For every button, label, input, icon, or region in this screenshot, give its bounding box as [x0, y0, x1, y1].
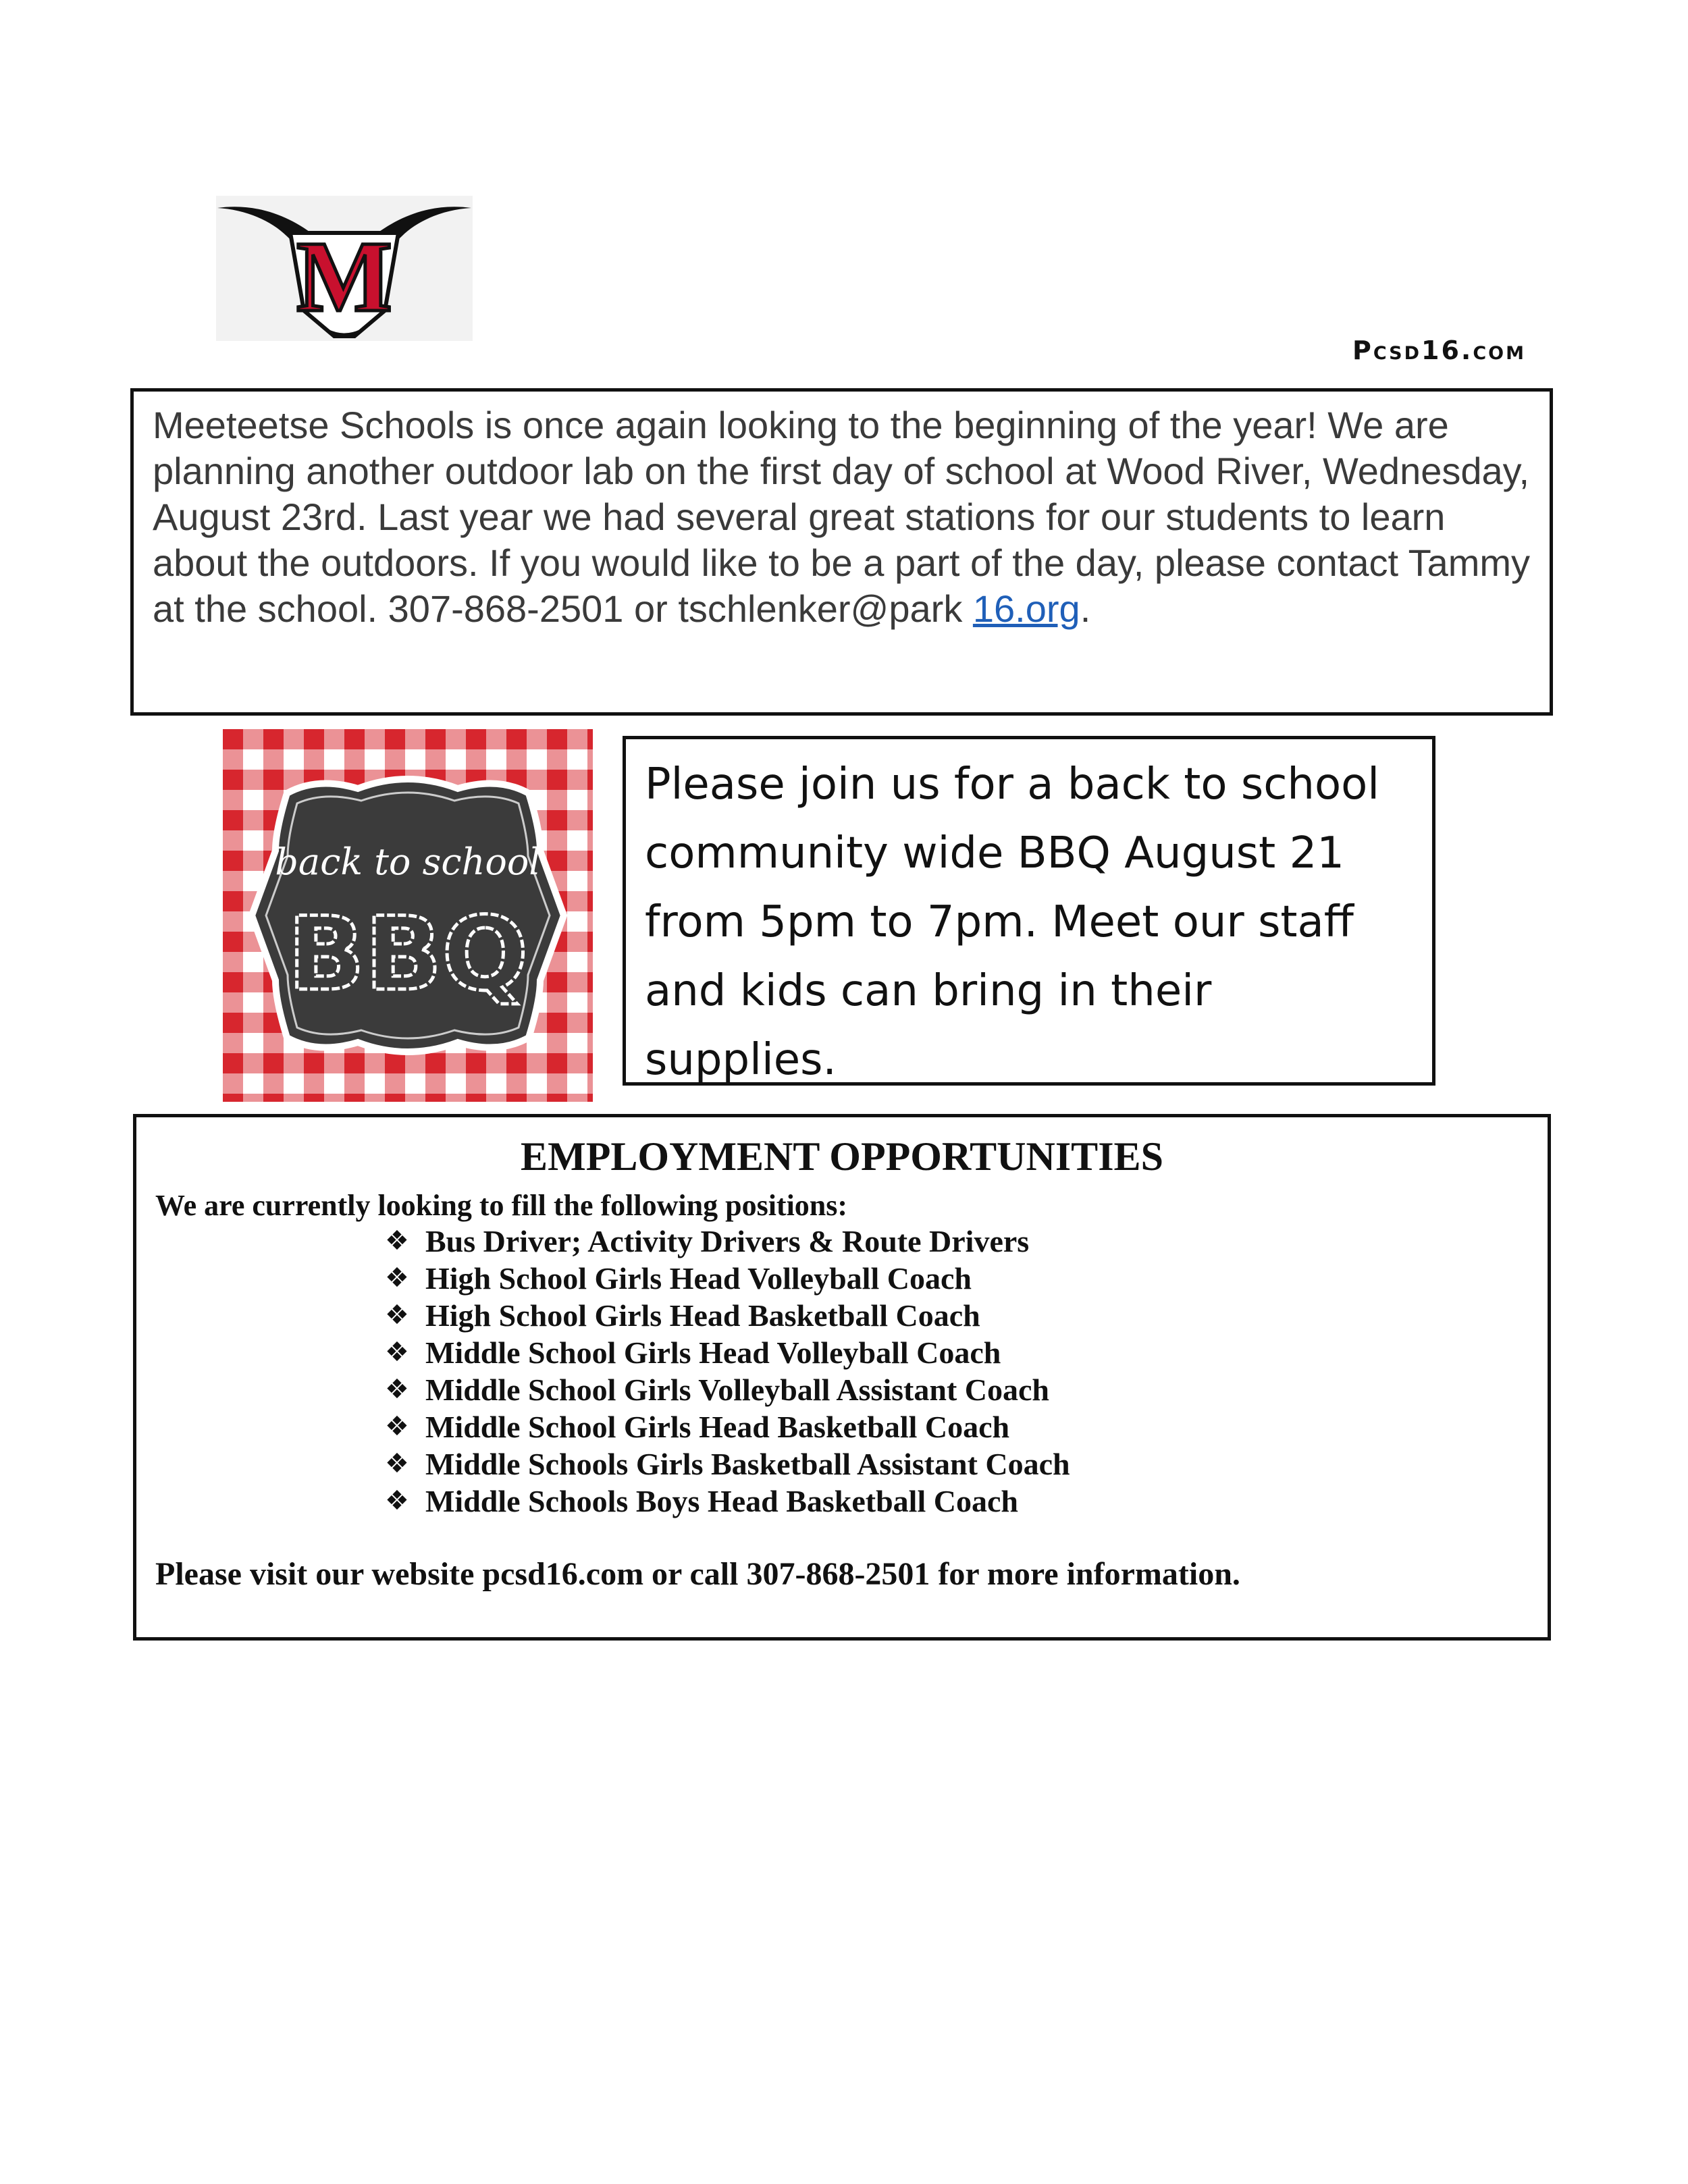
bullet-icon: ❖ — [385, 1225, 409, 1256]
position-item — [385, 1334, 1548, 1371]
site-url: Pcsd16.com — [1352, 336, 1526, 365]
position-item — [385, 1297, 1548, 1334]
position-item — [385, 1371, 1548, 1408]
position-label: High School Girls Head Basketball Coach — [425, 1298, 980, 1333]
announcement-box — [130, 388, 1553, 716]
position-item — [385, 1223, 1548, 1260]
announcement-text: Meeteetse Schools is once again looking to the beginning of the year! We are planning another outdoor lab on the first day of school at Wood River, Wednesday, August 23rd. Last year we had several great stations for our students to learn about the outdoors. If you would like to be a part of the day, please contact Tammy at the school. 307-868-2501 or tschlenker@park — [153, 404, 1531, 630]
position-item — [385, 1260, 1548, 1297]
bullet-icon: ❖ — [385, 1374, 409, 1405]
position-label: Middle School Girls Volleyball Assistant Coach — [425, 1373, 1049, 1407]
position-item — [385, 1483, 1548, 1520]
position-label: Middle Schools Boys Head Basketball Coach — [425, 1484, 1018, 1518]
bbq-text: Please join us for a back to school community wide BBQ August 21 from 5pm to 7pm. Meet our staff and kids can bring in their supplies. — [645, 760, 1380, 1085]
bullet-icon: ❖ — [385, 1448, 409, 1479]
bbq-announcement-box — [623, 736, 1435, 1086]
bullet-icon: ❖ — [385, 1411, 409, 1442]
bullet-icon: ❖ — [385, 1337, 409, 1368]
longhorn-logo — [216, 196, 473, 341]
position-label: Middle School Girls Head Basketball Coach — [425, 1410, 1010, 1444]
employment-box — [133, 1114, 1551, 1641]
position-label: High School Girls Head Volleyball Coach — [425, 1261, 972, 1296]
employment-footer: Please visit our website pcsd16.com or call 307-868-2501 for more information. — [155, 1556, 1240, 1592]
positions-list — [385, 1223, 1548, 1520]
email-link[interactable]: 16.org — [972, 587, 1080, 630]
position-label: Middle Schools Girls Basketball Assistant Coach — [425, 1447, 1070, 1481]
employment-title: EMPLOYMENT OPPORTUNITIES — [521, 1134, 1163, 1179]
logo-letter: M — [296, 221, 392, 333]
bullet-icon: ❖ — [385, 1300, 409, 1331]
position-item — [385, 1445, 1548, 1483]
bbq-image-title: BBQ — [287, 896, 529, 1013]
bullet-icon: ❖ — [385, 1262, 409, 1294]
bbq-image-script: back to school — [275, 841, 541, 883]
bbq-image — [223, 729, 593, 1102]
position-label: Bus Driver; Activity Drivers & Route Drivers — [425, 1224, 1030, 1258]
bullet-icon: ❖ — [385, 1485, 409, 1516]
position-label: Middle School Girls Head Volleyball Coach — [425, 1335, 1001, 1370]
announcement-end: . — [1080, 587, 1091, 630]
position-item — [385, 1408, 1548, 1445]
employment-intro: We are currently looking to fill the following positions: — [155, 1189, 848, 1222]
